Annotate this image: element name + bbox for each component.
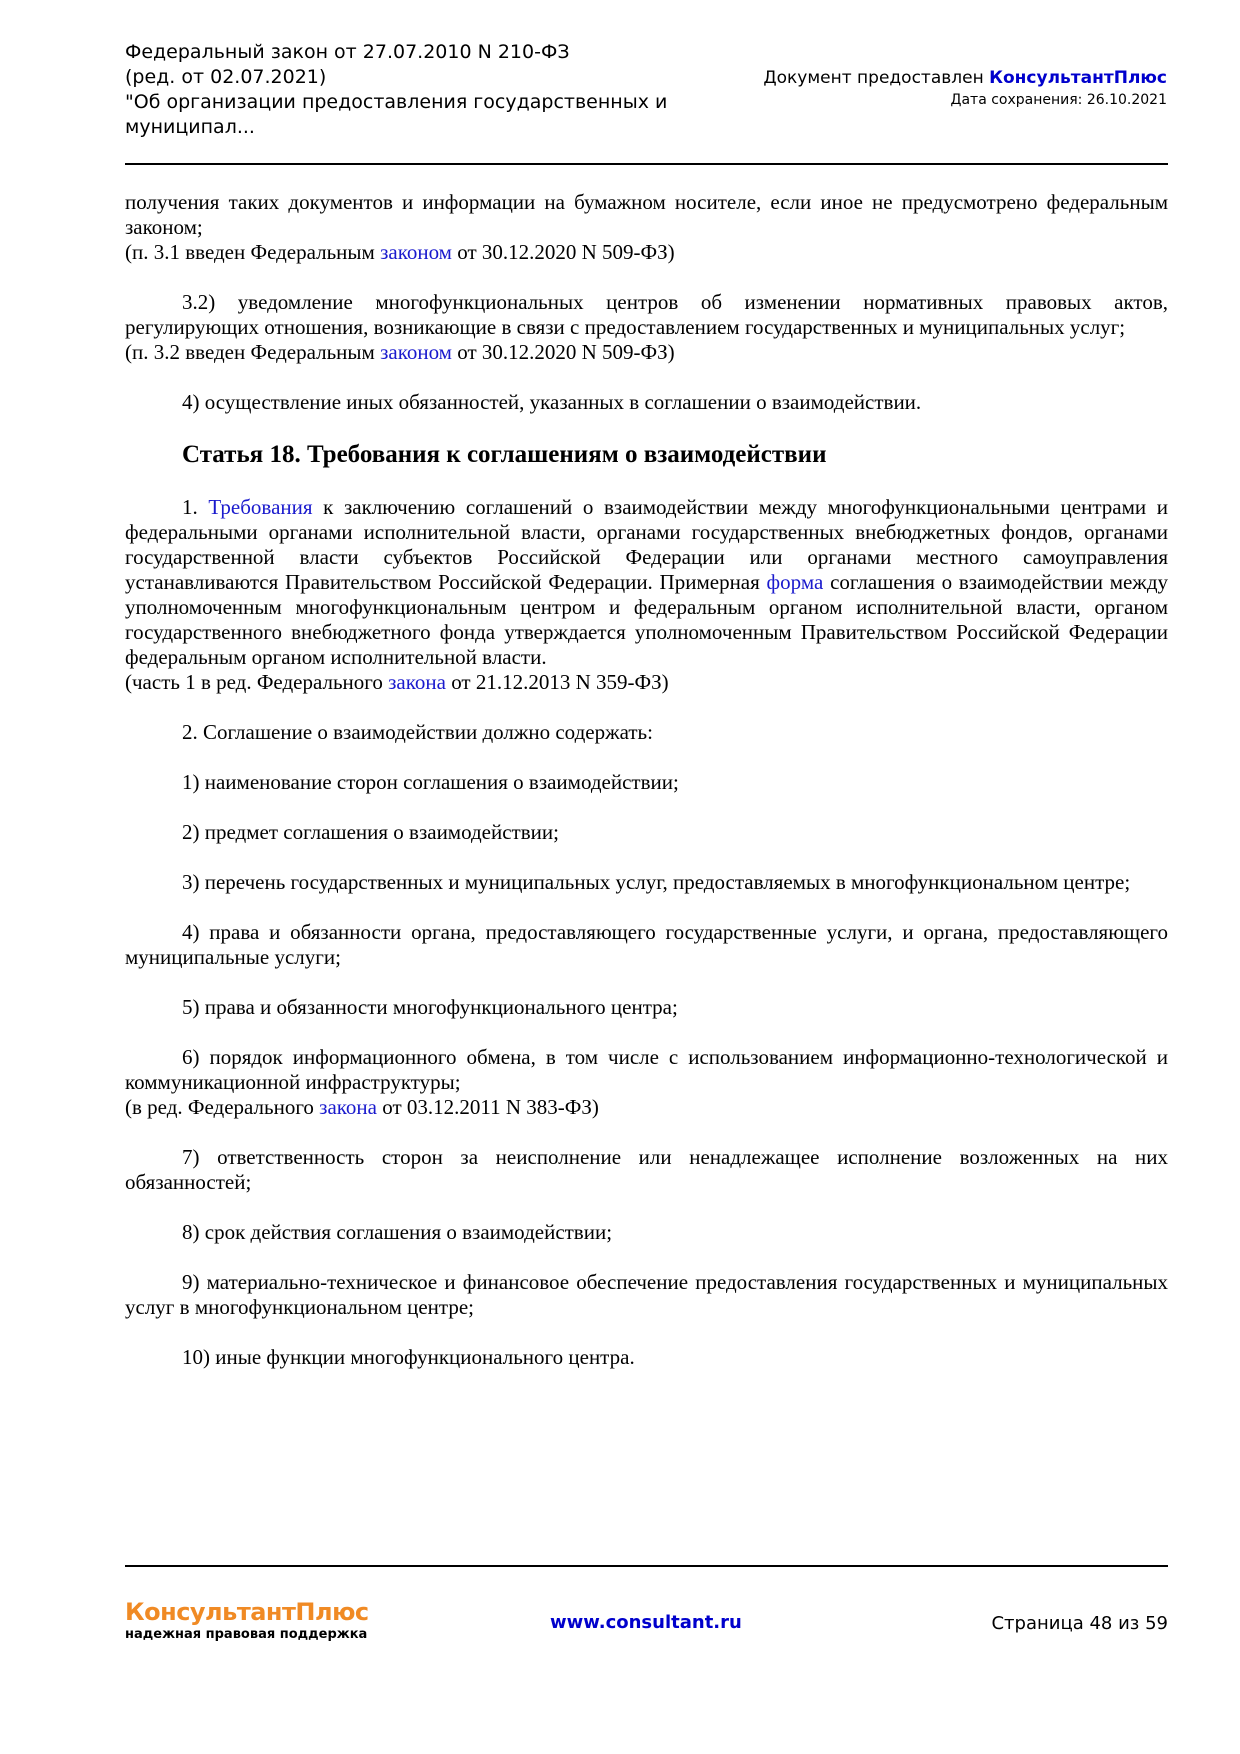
article-heading: Статья 18. Требования к соглашениям о взаимодействии (182, 441, 827, 468)
list-item: 6) порядок информационного обмена, в том числе с использованием информационно-технологической и коммуникационной инфраструктуры; (125, 1045, 1168, 1094)
header-provider-info (763, 66, 1167, 110)
list-item: 3) перечень государственных и муниципальных услуг, предоставляемых в многофункциональном центре; (182, 870, 1131, 894)
document-body (125, 190, 1168, 1370)
law-link[interactable]: закона (388, 670, 446, 694)
header-divider (125, 163, 1168, 165)
law-link[interactable]: закона (319, 1095, 377, 1119)
footer-divider (125, 1565, 1168, 1567)
title-line: Федеральный закон от 27.07.2010 N 210-ФЗ (125, 41, 570, 63)
paragraph: 2. Соглашение о взаимодействии должно содержать: (182, 720, 653, 744)
list-item: 8) срок действия соглашения о взаимодействии; (182, 1220, 613, 1244)
page-number: Страница 48 из 59 (991, 1613, 1168, 1634)
provided-prefix: Документ предоставлен (763, 68, 990, 88)
document-title (125, 40, 685, 140)
law-link[interactable]: законом (380, 340, 452, 364)
website-link[interactable]: www.consultant.ru (550, 1612, 742, 1633)
list-item: 9) материально-техническое и финансовое обеспечение предоставления государственных и муниципальных услуг в многофункциональном центре; (125, 1270, 1168, 1319)
amendment-note: (п. 3.1 введен Федеральным законом от 30.12.2020 N 509-ФЗ) (125, 240, 675, 264)
paragraph: получения таких документов и информации на бумажном носителе, если иное не предусмотрено федеральным законом; (125, 190, 1168, 239)
title-line: муниципал... (125, 116, 255, 138)
provider-brand: КонсультантПлюс (989, 68, 1167, 88)
amendment-note: (п. 3.2 введен Федеральным законом от 30.12.2020 N 509-ФЗ) (125, 340, 675, 364)
list-item: 10) иные функции многофункционального центра. (182, 1345, 635, 1369)
paragraph: 4) осуществление иных обязанностей, указанных в соглашении о взаимодействии. (182, 390, 922, 414)
amendment-note: (часть 1 в ред. Федерального закона от 21.12.2013 N 359-ФЗ) (125, 670, 669, 694)
amendment-note: (в ред. Федерального закона от 03.12.2011 N 383-ФЗ) (125, 1095, 599, 1119)
title-line: (ред. от 02.07.2021) (125, 66, 327, 88)
footer-logo (125, 1598, 369, 1644)
list-item: 2) предмет соглашения о взаимодействии; (182, 820, 559, 844)
list-item: 7) ответственность сторон за неисполнение или ненадлежащее исполнение возложенных на них обязанностей; (125, 1145, 1168, 1194)
save-date: Дата сохранения: 26.10.2021 (950, 92, 1167, 108)
brand-tagline: надежная правовая поддержка (125, 1627, 368, 1642)
title-line: "Об организации предоставления государственных и (125, 91, 668, 113)
paragraph: 1. Требования к заключению соглашений о взаимодействии между многофункциональными центрами и федеральными органами исполнительной власти, органами государственных внебюджетных фондов, органами государственной власти субъектов Российской Федерации или органами местного самоуправления устанавливаются Правительством Российской Федерации. Примерная форма соглашения о взаимодействии между уполномоченным многофункциональным центром и федеральным органом исполнительной власти, органом государственного внебюджетного фонда утверждается уполномоченным Правительством Российской Федерации федеральным органом исполнительной власти. (125, 495, 1169, 669)
brand-name: КонсультантПлюс (125, 1598, 369, 1626)
requirements-link[interactable]: Требования (208, 495, 313, 519)
law-link[interactable]: законом (380, 240, 452, 264)
list-item: 4) права и обязанности органа, предоставляющего государственные услуги, и органа, предоставляющего муниципальные услуги; (125, 920, 1168, 969)
list-item: 1) наименование сторон соглашения о взаимодействии; (182, 770, 679, 794)
provided-by (763, 66, 1167, 90)
list-item: 5) права и обязанности многофункционального центра; (182, 995, 678, 1019)
form-link[interactable]: форма (766, 570, 824, 594)
paragraph: 3.2) уведомление многофункциональных центров об изменении нормативных правовых актов, регулирующих отношения, возникающие в связи с предоставлением государственных и муниципальных услуг; (125, 290, 1168, 339)
